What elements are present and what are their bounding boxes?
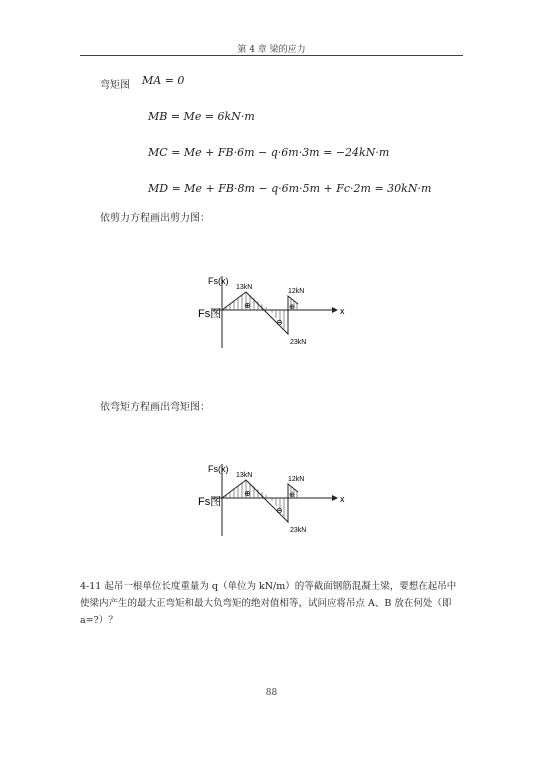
peak-left-label: 13kN — [236, 472, 253, 479]
problem-4-11: 4-11 起吊一根单位长度重量为 q（单位为 kN/m）的等截面钢筋混凝土梁，要想在起吊中使梁内产生的最大正弯矩和最大负弯矩的绝对值相等，试问应将吊点 A、B 放在何处（即 a=?）？ — [80, 581, 457, 626]
shear-caption: 依剪力方程画出剪力图： — [100, 213, 210, 224]
x-axis-label: x — [340, 306, 345, 316]
page-number: 88 — [265, 688, 278, 698]
moment-intro-label: 弯矩图 — [100, 80, 130, 91]
y-axis-label: Fs(x) — [208, 276, 229, 286]
negative-sign: ⊖ — [276, 506, 283, 515]
equation-md: MD = Me + FB·8m − q·6m·5m + Fc·2m = 30kN·m — [148, 182, 432, 195]
moment-caption: 依弯矩方程画出弯矩图： — [100, 402, 210, 413]
peak-right-label: 12kN — [288, 288, 305, 295]
valley-label: 23kN — [290, 527, 307, 534]
running-header: 第 4 章 梁的应力 — [237, 45, 306, 55]
equation-mc: MC = Me + FB·6m − q·6m·3m = −24kN·m — [148, 146, 390, 159]
shear-force-diagram-2 — [190, 450, 360, 546]
positive-sign-right: ⊕ — [289, 492, 295, 499]
shear-curve — [222, 292, 298, 334]
x-axis-arrow — [332, 495, 338, 501]
peak-left-label: 13kN — [236, 284, 253, 291]
peak-right-label: 12kN — [288, 476, 305, 483]
shear-force-diagram-1 — [190, 262, 360, 358]
equation-ma: MA = 0 — [142, 74, 185, 87]
diagram-side-label: Fs图 — [198, 308, 222, 320]
y-axis-label: Fs(x) — [208, 464, 229, 474]
diagram-side-label: Fs图 — [198, 496, 222, 508]
shear-curve — [222, 480, 298, 522]
positive-sign-right: ⊕ — [289, 304, 295, 311]
negative-sign: ⊖ — [276, 318, 283, 327]
header-rule — [80, 55, 463, 56]
x-axis-arrow — [332, 307, 338, 313]
positive-sign-left: ⊕ — [244, 301, 251, 310]
moment-intro — [100, 76, 130, 91]
valley-label: 23kN — [290, 339, 307, 346]
equation-mb: MB = Me = 6kN·m — [148, 110, 255, 123]
x-axis-label: x — [340, 494, 345, 504]
positive-sign-left: ⊕ — [244, 489, 251, 498]
